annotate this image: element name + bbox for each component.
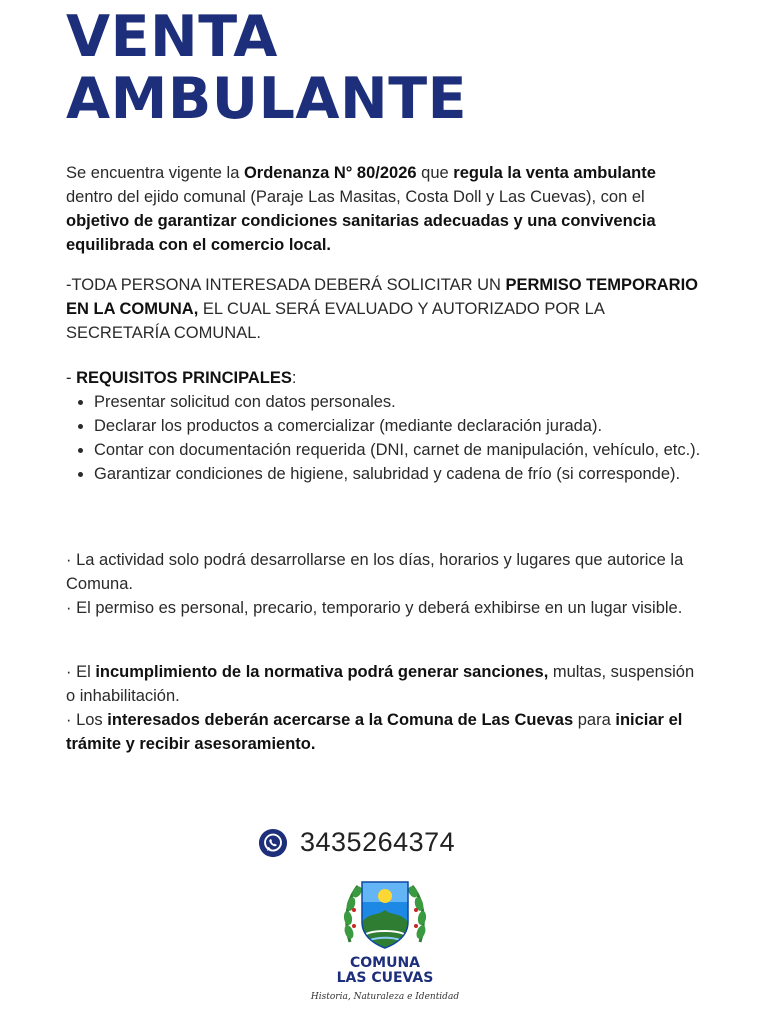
comuna-emblem-icon bbox=[340, 872, 430, 956]
requirements-heading: - REQUISITOS PRINCIPALES: bbox=[66, 369, 297, 387]
list-item: • Garantizar condiciones de higiene, salubridad y cadena de frío (si corresponde). bbox=[94, 462, 706, 486]
title-line-1: VENTA bbox=[66, 4, 278, 70]
title-line-2: AMBULANTE bbox=[66, 66, 468, 132]
permit-paragraph: -TODA PERSONA INTERESADA DEBERÁ SOLICITAR UN PERMISO TEMPORARIO EN LA COMUNA, EL CUAL SERÁ EVALUADO Y AUTORIZADO POR LA SECRETARÍA COMUNAL. bbox=[66, 276, 699, 342]
list-item: • Declarar los productos a comercializar (mediante declaración jurada). bbox=[94, 414, 706, 438]
requirements-list bbox=[66, 390, 706, 486]
logo-tagline: Historia, Naturaleza e Identidad bbox=[310, 992, 460, 1002]
logo-line-2: LAS CUEVAS bbox=[336, 970, 434, 986]
procedure-note: · Los interesados deberán acercarse a la Comuna de Las Cuevas para iniciar el trámite y recibir asesoramiento. bbox=[66, 711, 683, 753]
list-item: • Contar con documentación requerida (DNI, carnet de manipulación, vehículo, etc.). bbox=[94, 438, 706, 462]
comuna-logo bbox=[305, 872, 465, 1017]
rule-item: · El permiso es personal, precario, temporario y deberá exhibirse en un lugar visible. bbox=[66, 599, 683, 617]
sanctions-note: · El incumplimiento de la normativa podrá generar sanciones, multas, suspensión o inhabilitación. bbox=[66, 663, 695, 705]
intro-paragraph: Se encuentra vigente la Ordenanza N° 80/2026 que regula la venta ambulante dentro del ejido comunal (Paraje Las Masitas, Costa Doll y Las Cuevas), con el objetivo de garantizar condiciones sanitarias adecuadas y una convivencia equilibrada con el comercio local. bbox=[66, 164, 656, 254]
contact-info bbox=[258, 827, 455, 858]
phone-number[interactable]: 3435264374 bbox=[300, 827, 456, 857]
requirements-section bbox=[66, 366, 706, 486]
list-item: • Presentar solicitud con datos personales. bbox=[94, 390, 706, 414]
page-title bbox=[66, 6, 467, 130]
whatsapp-icon[interactable] bbox=[258, 828, 288, 858]
rules-paragraph bbox=[66, 548, 706, 620]
closing-paragraph bbox=[66, 660, 706, 756]
logo-line-1: COMUNA bbox=[349, 955, 421, 971]
rule-item: · La actividad solo podrá desarrollarse en los días, horarios y lugares que autorice la Comuna. bbox=[66, 551, 684, 593]
